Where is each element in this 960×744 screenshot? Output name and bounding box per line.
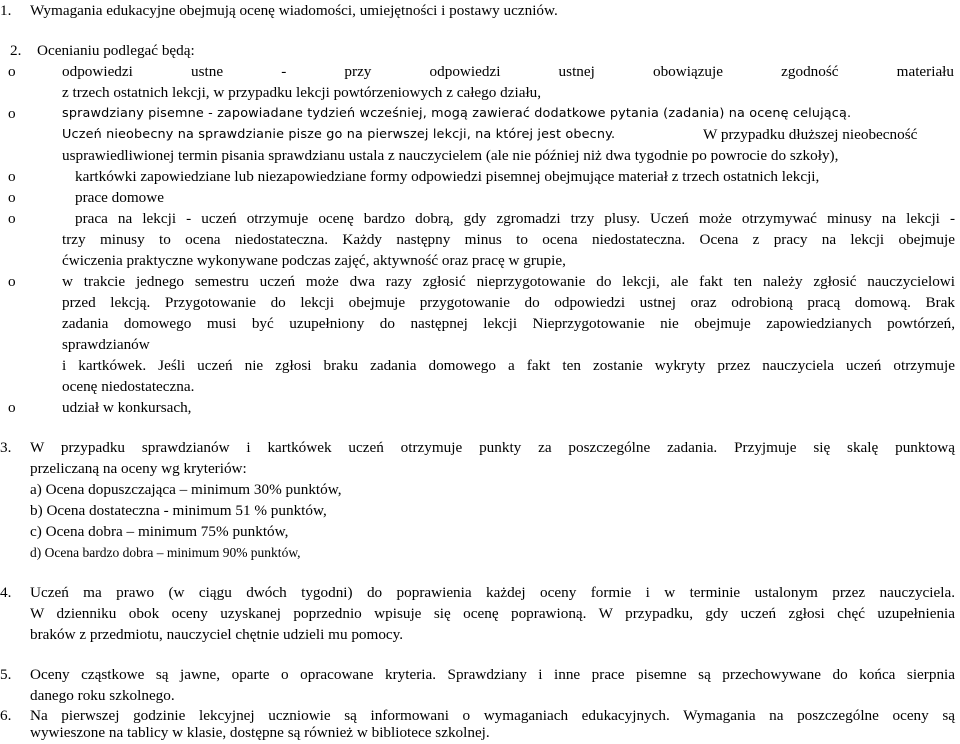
section-2-number: 2. (10, 42, 22, 59)
s2-line-4b: W przypadku dłuższej nieobecność (703, 126, 918, 143)
section-4-number: 4. (0, 584, 12, 601)
bullet-marker: o (8, 399, 16, 416)
s2-line-1: odpowiedzi ustne - przy odpowiedzi ustnej obowiązuje zgodność materiału (62, 63, 954, 80)
section-3-number: 3. (0, 439, 12, 456)
s3-line-1: W przypadku sprawdzianów i kartkówek uczeń otrzymuje punkty za poszczególne zadania. Przyjmuje się skalę punktową (30, 439, 955, 456)
s2-line-14: sprawdzianów (62, 336, 150, 353)
s3-line-2: przeliczaną na oceny wg kryteriów: (30, 460, 247, 477)
s2-line-11: w trakcie jednego semestru uczeń może dwa razy zgłosić nieprzygotowanie do lekcji, ale fakt ten należy zgłosić nauczycielowi (62, 273, 955, 290)
section-1-text: Wymagania edukacyjne obejmują ocenę wiadomości, umiejętności i postawy uczniów. (30, 2, 558, 19)
bullet-marker: o (8, 168, 16, 185)
s4-line-1: Uczeń ma prawo (w ciągu dwóch tygodni) do poprawienia każdej oceny formie i w terminie ustalonym przez nauczyciela. (30, 584, 955, 601)
s2-line-13: zadania domowego musi być uzupełniony do następnej lekcji Nieprzygotowanie nie obejmuje zapowiedziany​ch powtórzeń, (62, 315, 955, 332)
s6-line-1: Na pierwszej godzinie lekcyjnej uczniowie są informowani o wymaganiach edukacyjnych. Wymagania na poszczególne oceny są (30, 707, 955, 724)
section-2-intro: Ocenianiu podlegać będą: (37, 42, 195, 59)
grade-criterion-d: d) Ocena bardzo dobra – minimum 90% punktów, (30, 545, 301, 560)
s2-line-17: udział w konkursach, (62, 399, 192, 416)
s2-line-10: ćwiczenia praktyczne wykonywane podczas zajęć, aktywność oraz pracę w grupie, (62, 252, 566, 269)
s2-line-6: kartkówki zapowiedziane lub niezapowiedziane formy odpowiedzi pisemnej obejmujące materiał z trzech ostatnich lekcji, (75, 168, 820, 185)
bullet-marker: o (8, 210, 16, 227)
section-1-number: 1. (0, 2, 12, 19)
bullet-marker: o (8, 189, 16, 206)
section-5-number: 5. (0, 666, 12, 683)
s4-line-3: braków z przedmiotu, nauczyciel chętnie udzieli mu pomocy. (30, 626, 404, 643)
section-6-number: 6. (0, 707, 12, 724)
s2-line-2: z trzech ostatnich lekcji, w przypadku lekcji powtórzeniowych z całego działu, (62, 84, 542, 101)
s2-line-12: przed lekcją. Przygotowanie do lekcji obejmuje przygotowanie do odpowiedzi ustnej oraz odrobioną pracą domową. Brak (62, 294, 955, 311)
s2-line-9: trzy minusy to ocena niedostateczna. Każdy następny minus to ocena niedostateczna. Ocena z pracy na lekcji obejmuje (62, 231, 955, 248)
grade-criterion-a: a) Ocena dopuszczająca – minimum 30% punktów, (30, 481, 342, 498)
bullet-marker: o (8, 63, 16, 80)
bullet-marker: o (8, 105, 16, 122)
s6-line-2: wywieszone na tablicy w klasie, dostępne są również w bibliotece szkolnej. (30, 724, 490, 741)
bullet-marker: o (8, 273, 16, 290)
s2-line-15: i kartkówek. Jeśli uczeń nie zgłosi braku zadania domowego a fakt ten zostanie wykryty przez nauczyciela uczeń otrzymuje (62, 357, 955, 374)
s2-line-16: ocenę niedostateczna. (62, 378, 195, 395)
s2-line-3: sprawdziany pisemne - zapowiadane tydzień wcześniej, mogą zawierać dodatkowe pytania (zadania) na ocenę celującą. (62, 106, 852, 121)
s2-line-8: praca na lekcji - uczeń otrzymuje ocenę bardzo dobrą, gdy zgromadzi trzy plusy. Uczeń może otrzymywać minusy na lekcji - (75, 210, 955, 227)
s4-line-2: W dzienniku obok oceny uzyskanej poprzednio wpisuje się ocenę poprawioną. W przypadku, gdy uczeń zgłosi chęć uzupełnienia (30, 605, 955, 622)
s5-line-1: Oceny cząstkowe są jawne, oparte o opracowane kryteria. Sprawdziany i inne prace pisemne są przechowywane do końca sierpnia (30, 666, 955, 683)
s2-line-5: usprawiedliwionej termin pisania sprawdzianu ustala z nauczycielem (ale nie później niż dwa tygodnie po powrocie do szkoły), (62, 147, 839, 164)
grade-criterion-b: b) Ocena dostateczna - minimum 51 % punktów, (30, 502, 327, 519)
grade-criterion-c: c) Ocena dobra – minimum 75% punktów, (30, 523, 289, 540)
s2-line-7: prace domowe (75, 189, 164, 206)
s5-line-2: danego roku szkolnego. (30, 687, 175, 704)
s2-line-4: Uczeń nieobecny na sprawdzianie pisze go na pierwszej lekcji, na której jest obecny. (62, 127, 616, 142)
